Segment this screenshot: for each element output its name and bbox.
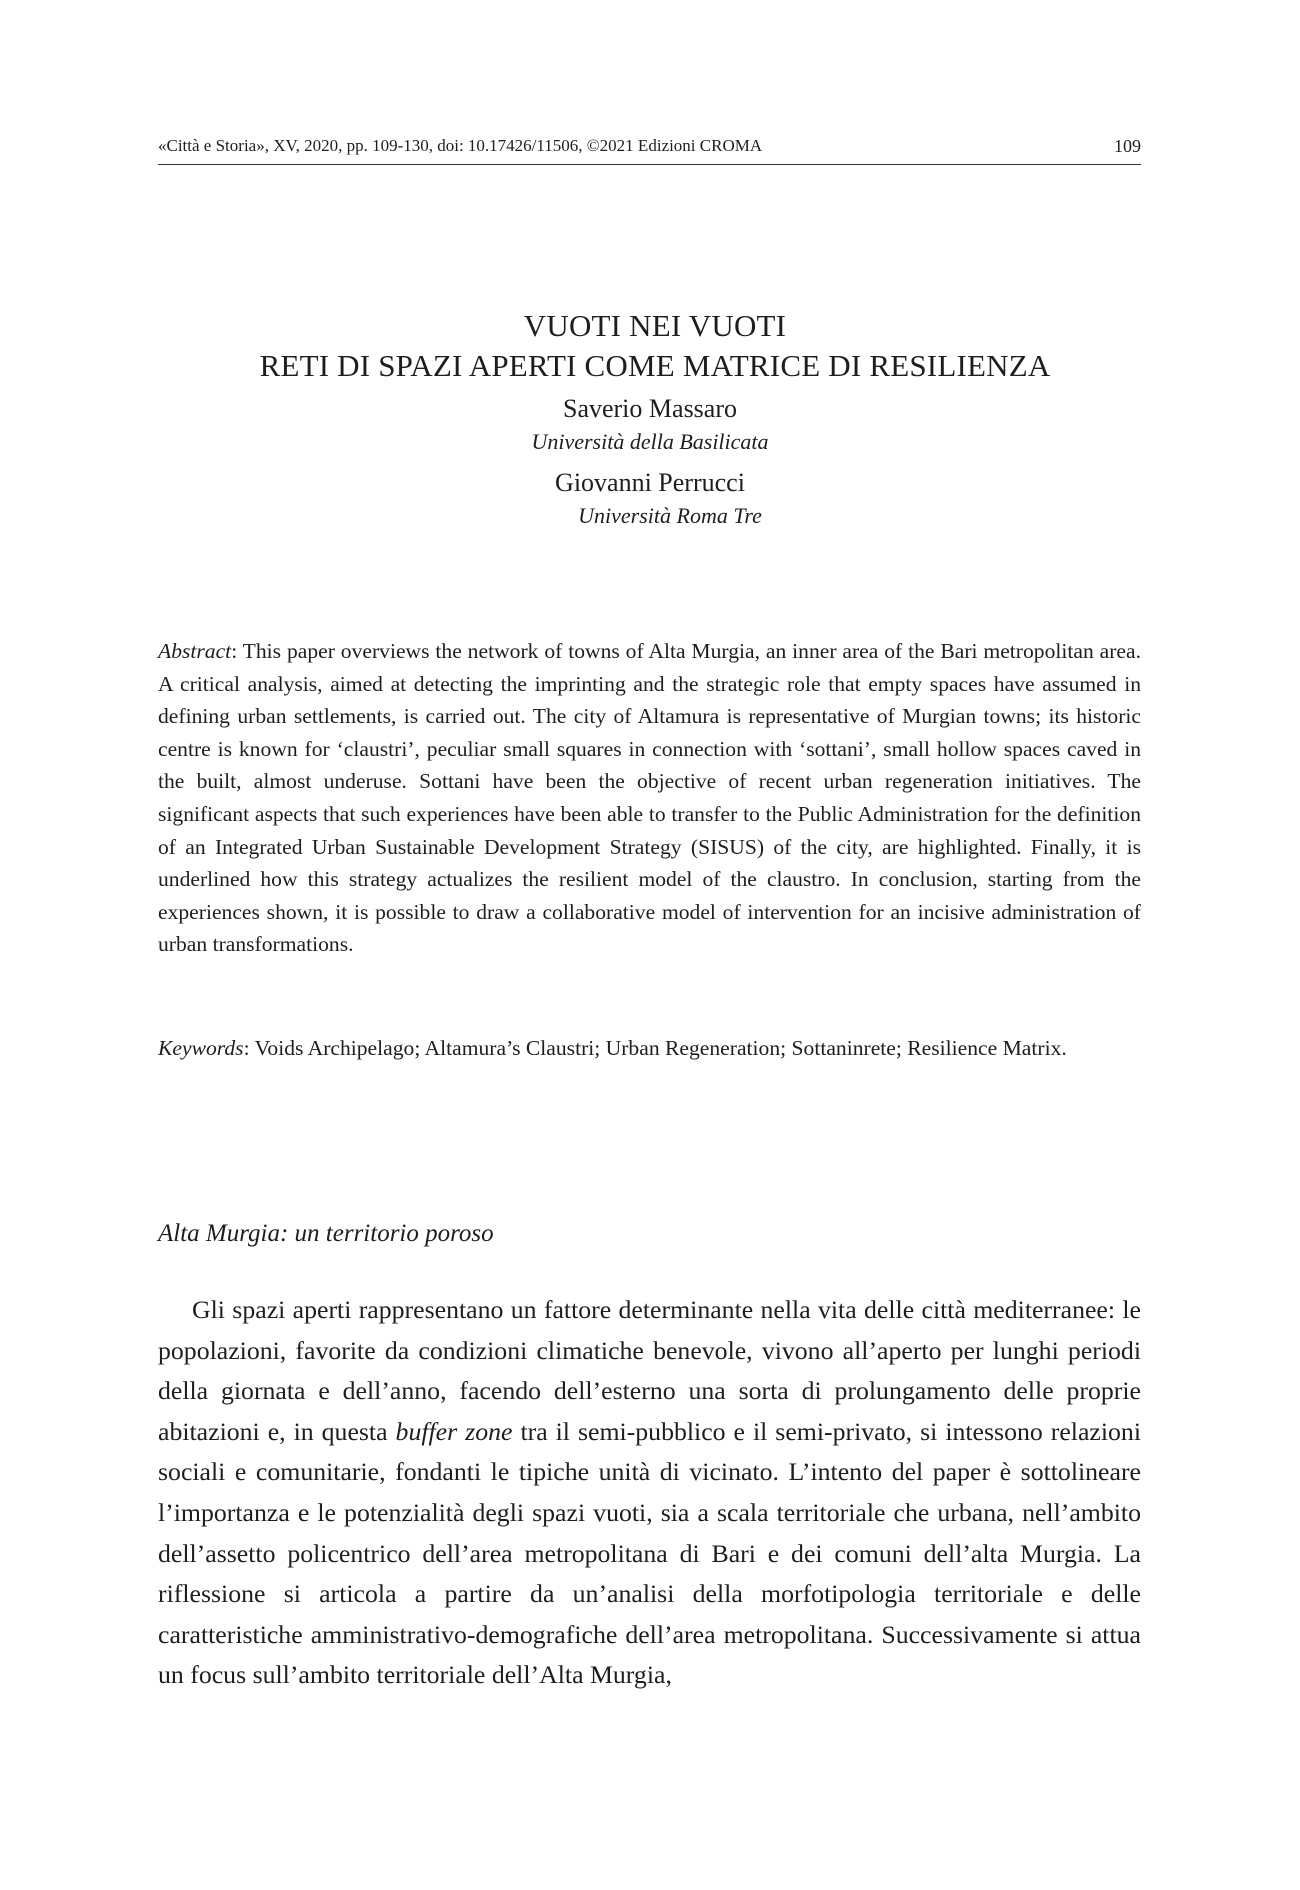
author-name: Giovanni Perrucci xyxy=(555,468,745,497)
paper-title-line-2: RETI DI SPAZI APERTI COME MATRICE DI RESILIENZA xyxy=(259,348,1051,383)
abstract-label: Abstract xyxy=(158,639,232,663)
abstract-text: : This paper overviews the network of towns of Alta Murgia, an inner area of the Bari metropolitan area. A critical analysis, aimed at detecting the imprinting and the strategic role that empty spaces have assumed in defining urban settlements, is carried out. The city of Altamura is representative of Murgian towns; its historic centre is known for ‘claustri’, peculiar small squares in connection with ‘sottani’, small hollow spaces caved in the built, almost underuse. Sottani have been the objective of recent urban regeneration initiatives. The significant aspects that such experiences have been able to transfer to the Public Administration for the definition of an Integrated Urban Sustainable Development Strategy (SISUS) of the city, are highlighted. Finally, it is underlined how this strategy actualizes the resilient model of the claustro. In conclusion, starting from the experiences shown, it is possible to draw a collaborative model of intervention for an incisive administration of urban transformations. xyxy=(158,639,1141,957)
keywords xyxy=(158,1032,1141,1065)
keywords-label: Keywords xyxy=(158,1036,244,1060)
section-heading: Alta Murgia: un territorio poroso xyxy=(158,1220,494,1247)
title-block xyxy=(0,306,1300,532)
keywords-text: : Voids Archipelago; Altamura’s Claustri; Urban Regeneration; Sottaninrete; Resilience Matrix. xyxy=(243,1036,1067,1060)
journal-citation: «Città e Storia», XV, 2020, pp. 109-130, doi: 10.17426/11506, ©2021 Edizioni CROMA xyxy=(158,136,763,155)
author-affiliation: Università Roma Tre xyxy=(578,503,762,528)
abstract xyxy=(158,635,1141,961)
paragraph-text: Gli spazi aperti rappresentano un fattore determinante nella vita delle città mediterranee: le popolazioni, favorite da condizioni climatiche benevole, vivono all’aperto per lunghi periodi della giornata e dell’anno, facendo dell’esterno una sorta di prolungamento delle proprie abitazioni e, in questa xyxy=(158,1295,1141,1446)
author-affiliation: Università della Basilicata xyxy=(531,429,769,454)
header-rule xyxy=(158,164,1141,165)
paragraph-text: tra il semi-pubblico e il semi-privato, si intessono relazioni sociali e comunitarie, fondanti le tipiche unità di vicinato. L’intento del paper è sottolineare l’importanza e le potenzialità degli spazi vuoti, sia a scala territoriale che urbana, nell’ambito dell’assetto policentrico dell’area metropolitana di Bari e dei comuni dell’alta Murgia. La riflessione si articola a partire da un’analisi della morfotipologia territoriale e delle caratteristiche amministrativo-demografiche dell’area metropolitana. Successivamente si attua un focus sull’ambito territoriale dell’Alta Murgia, xyxy=(158,1416,1141,1690)
emphasized-term: buffer zone xyxy=(395,1416,513,1446)
body-paragraph xyxy=(158,1290,1141,1696)
author-name: Saverio Massaro xyxy=(562,394,737,423)
paper-title-line-1: VUOTI NEI VUOTI xyxy=(523,308,787,343)
page-number: 109 xyxy=(1114,136,1141,156)
running-header xyxy=(158,131,1141,161)
